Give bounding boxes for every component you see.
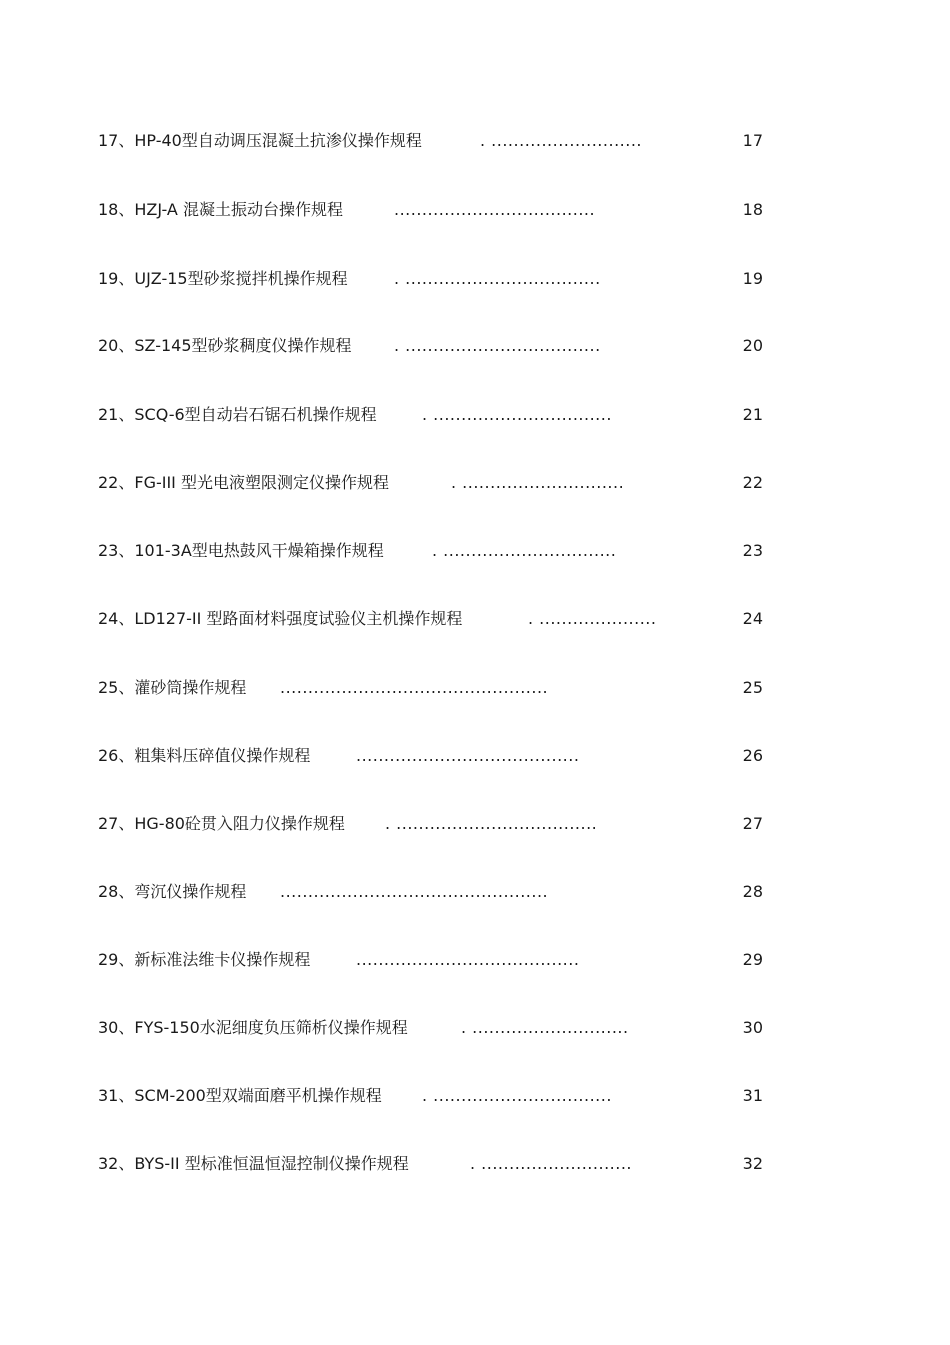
toc-entry bbox=[0, 1016, 950, 1040]
toc-entry-page: 17 bbox=[742, 131, 763, 150]
toc-entry-leader: ................................................ bbox=[280, 678, 549, 697]
toc-entry bbox=[0, 744, 950, 768]
toc-entry-leader: . .................................... bbox=[385, 814, 598, 833]
toc-entry-page: 21 bbox=[742, 405, 763, 424]
toc-entry-title: 23、101-3A型电热鼓风干燥箱操作规程 bbox=[98, 541, 384, 560]
toc-entry bbox=[0, 471, 950, 495]
toc-entry-leader: . ............................ bbox=[461, 1018, 629, 1037]
toc-entry-title: 27、HG-80砼贯入阻力仪操作规程 bbox=[98, 814, 345, 833]
toc-entry-title: 22、FG-III 型光电液塑限测定仪操作规程 bbox=[98, 473, 389, 492]
toc-entry-title: 21、SCQ-6型自动岩石锯石机操作规程 bbox=[98, 405, 377, 424]
toc-entry-title: 17、HP-40型自动调压混凝土抗渗仪操作规程 bbox=[98, 131, 422, 150]
toc-entry-page: 30 bbox=[742, 1018, 763, 1037]
toc-entry-leader: . ........................... bbox=[480, 131, 642, 150]
toc-entry-leader: . ............................. bbox=[451, 473, 625, 492]
toc-entry-leader: ........................................ bbox=[356, 950, 580, 969]
toc-entry bbox=[0, 334, 950, 358]
toc-entry-leader: . ........................... bbox=[470, 1154, 632, 1173]
toc-entry-title: 25、灌砂筒操作规程 bbox=[98, 678, 247, 697]
toc-entry-leader: .................................... bbox=[394, 200, 596, 219]
toc-entry-title: 26、粗集料压碎值仪操作规程 bbox=[98, 746, 311, 765]
toc-entry-page: 18 bbox=[742, 200, 763, 219]
toc-entry-page: 29 bbox=[742, 950, 763, 969]
toc-entry-page: 23 bbox=[742, 541, 763, 560]
toc-entry-title: 19、UJZ-15型砂浆搅拌机操作规程 bbox=[98, 269, 348, 288]
toc-entry-title: 30、FYS-150水泥细度负压筛析仪操作规程 bbox=[98, 1018, 408, 1037]
toc-entry-title: 32、BYS-II 型标准恒温恒湿控制仪操作规程 bbox=[98, 1154, 409, 1173]
toc-entry bbox=[0, 812, 950, 836]
toc-entry bbox=[0, 1084, 950, 1108]
toc-entry bbox=[0, 948, 950, 972]
toc-entry-page: 19 bbox=[742, 269, 763, 288]
toc-entry bbox=[0, 880, 950, 904]
toc-entry-page: 27 bbox=[742, 814, 763, 833]
toc-entry-page: 22 bbox=[742, 473, 763, 492]
toc-entry-leader: . ................................... bbox=[394, 336, 601, 355]
toc-entry bbox=[0, 403, 950, 427]
toc-entry-page: 32 bbox=[742, 1154, 763, 1173]
toc-entry-leader: . ................................... bbox=[394, 269, 601, 288]
toc-entry-title: 31、SCM-200型双端面磨平机操作规程 bbox=[98, 1086, 382, 1105]
toc-entry bbox=[0, 198, 950, 222]
toc-entry-leader: . ............................... bbox=[432, 541, 617, 560]
toc-entry-page: 26 bbox=[742, 746, 763, 765]
toc-entry-page: 25 bbox=[742, 678, 763, 697]
toc-entry-leader: ................................................ bbox=[280, 882, 549, 901]
toc-entry-leader: . ................................ bbox=[422, 1086, 612, 1105]
toc-entry-leader: . ..................... bbox=[528, 609, 657, 628]
toc-entry-page: 24 bbox=[742, 609, 763, 628]
toc-entry-title: 18、HZJ-A 混凝土振动台操作规程 bbox=[98, 200, 343, 219]
toc-entry bbox=[0, 129, 950, 153]
toc-entry-leader: ........................................ bbox=[356, 746, 580, 765]
toc-entry-title: 20、SZ-145型砂浆稠度仪操作规程 bbox=[98, 336, 352, 355]
toc-entry-title: 29、新标准法维卡仪操作规程 bbox=[98, 950, 311, 969]
toc-entry bbox=[0, 1152, 950, 1176]
toc-entry bbox=[0, 267, 950, 291]
toc-entry bbox=[0, 539, 950, 563]
toc-entry-leader: . ................................ bbox=[422, 405, 612, 424]
toc-entry-title: 28、弯沉仪操作规程 bbox=[98, 882, 247, 901]
toc-entry-title: 24、LD127-II 型路面材料强度试验仪主机操作规程 bbox=[98, 609, 463, 628]
toc-entry-page: 28 bbox=[742, 882, 763, 901]
toc-entry bbox=[0, 676, 950, 700]
toc-entry-page: 20 bbox=[742, 336, 763, 355]
toc-entry bbox=[0, 607, 950, 631]
toc-entry-page: 31 bbox=[742, 1086, 763, 1105]
